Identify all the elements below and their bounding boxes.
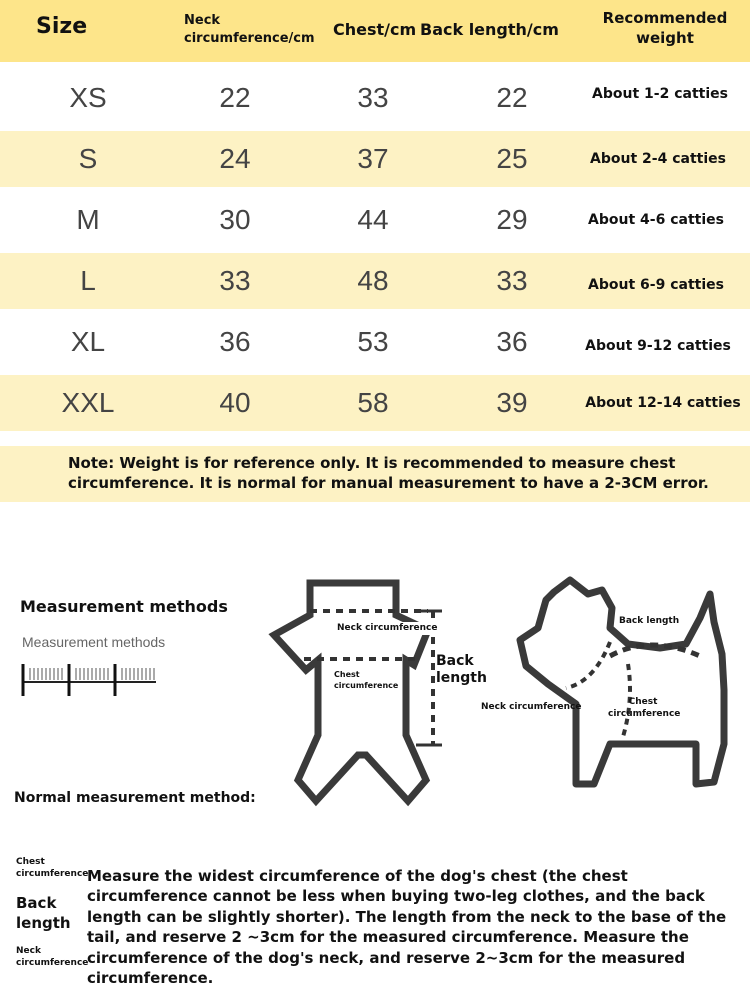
weight-cell: About 2-4 catties — [590, 151, 726, 167]
neck-cell: 24 — [219, 143, 251, 174]
size-cell: S — [78, 143, 98, 174]
chest-cell: 53 — [357, 326, 389, 357]
dog-back-label: Back length — [619, 616, 680, 626]
back-cell: 22 — [496, 82, 528, 113]
measurement-description: Measure the widest circumference of the dog's chest (the chest circumference cannot be less when buying two-leg clothes, and the back length can be slightly shorter). The length from the neck to the base of the tail, and reserve 2 ~3cm for the measured circumference. Measure the circumference of the dog's neck, and reserve 2~3cm for the measured circumference. — [87, 867, 727, 988]
weight-cell: About 9-12 catties — [585, 338, 731, 354]
clothes-outline — [274, 583, 428, 801]
dog-diagram — [510, 572, 740, 792]
header-back: Back length/cm — [420, 20, 559, 39]
table-header — [0, 0, 750, 62]
normal-method-title: Normal measurement method: — [14, 790, 256, 806]
neck-cell: 33 — [219, 265, 251, 296]
dog-chest-label: Chest circumference — [608, 697, 681, 719]
clothes-diagram — [268, 575, 448, 810]
table-row — [0, 314, 750, 370]
clothes-back-label: Back length — [436, 653, 487, 686]
chest-cell: 33 — [357, 82, 389, 113]
table-row — [0, 253, 750, 309]
header-weight: Recommended weight — [602, 9, 728, 47]
dog-outline — [520, 580, 724, 784]
neck-cell: 40 — [219, 387, 251, 418]
dog-neck-label: Neck circumference — [481, 702, 582, 712]
size-cell: XS — [69, 82, 107, 113]
header-size: Size — [36, 14, 88, 39]
side-neck-label: Neck circumference — [16, 946, 89, 968]
back-cell: 25 — [496, 143, 528, 174]
table-row — [0, 375, 750, 431]
size-cell: XXL — [61, 387, 115, 418]
neck-cell: 36 — [219, 326, 251, 357]
weight-cell: About 4-6 catties — [588, 212, 724, 228]
clothes-neck-label: Neck circumference — [337, 623, 438, 633]
neck-cell: 30 — [219, 204, 251, 235]
table-row — [0, 70, 750, 126]
size-cell: XL — [70, 326, 106, 357]
size-cell: M — [76, 204, 100, 235]
table-row — [0, 192, 750, 248]
chest-cell: 44 — [357, 204, 389, 235]
neck-cell: 22 — [219, 82, 251, 113]
weight-cell: About 6-9 catties — [588, 277, 724, 293]
header-chest: Chest/cm — [333, 20, 417, 39]
table-row — [0, 131, 750, 187]
header-neck: Neck circumference/cm — [184, 13, 315, 46]
back-cell: 39 — [496, 387, 528, 418]
dog-neck-measure-line — [566, 642, 610, 688]
chest-cell: 37 — [357, 143, 389, 174]
note-box — [0, 446, 750, 502]
side-chest-label: Chest circumference — [16, 857, 89, 879]
note-text: Note: Weight is for reference only. It is recommended to measure chest circumference. It is normal for manual measurement to have a 2-3CM error. — [68, 454, 709, 492]
ruler-icon — [20, 656, 160, 698]
back-cell: 33 — [496, 265, 528, 296]
chest-cell: 58 — [357, 387, 389, 418]
measurement-subtitle: Measurement methods — [22, 634, 166, 650]
side-back-label: Back length — [16, 894, 71, 932]
weight-cell: About 12-14 catties — [585, 395, 741, 411]
chest-cell: 48 — [357, 265, 389, 296]
size-cell: L — [80, 265, 96, 296]
clothes-chest-label: Chest circumference — [334, 670, 399, 690]
weight-cell: About 1-2 catties — [592, 86, 728, 102]
back-cell: 29 — [496, 204, 528, 235]
measurement-title: Measurement methods — [20, 597, 228, 616]
back-cell: 36 — [496, 326, 528, 357]
